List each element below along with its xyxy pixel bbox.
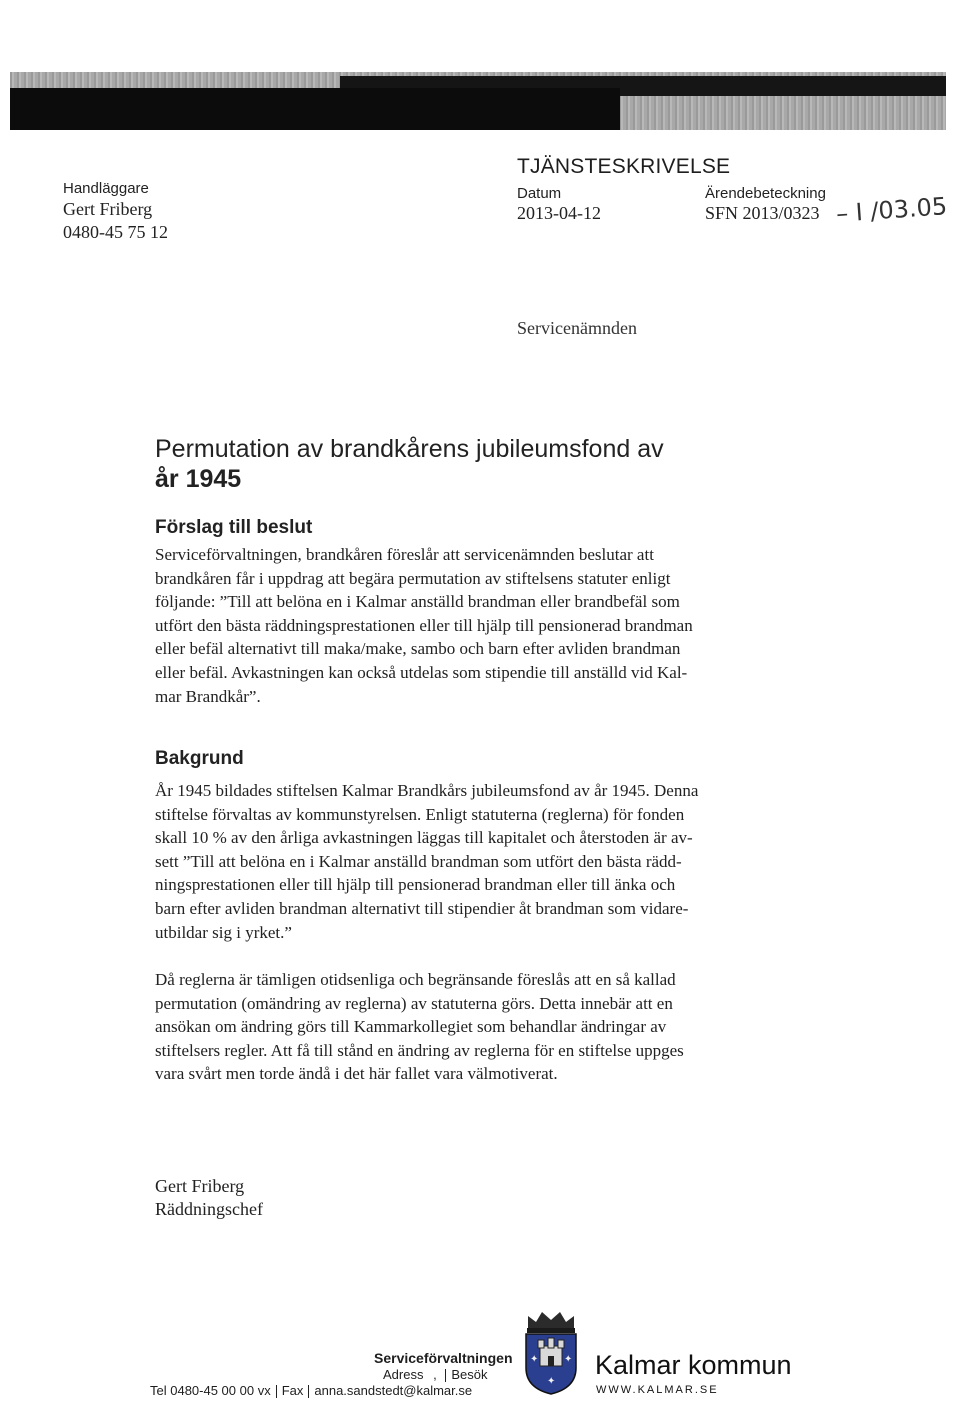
background-line: Då reglerna är tämligen otidsenliga och begränsande föreslås att en så kallad — [155, 970, 676, 989]
footer-contact — [150, 1383, 472, 1398]
background-line: sett ”Till att belöna en i Kalmar anställd brandman som utfört den bästa rädd- — [155, 851, 682, 871]
background-line: stiftelsers regler. Att få till stånd en ändring av reglerna för en stiftelse uppges — [155, 1040, 684, 1060]
footer-org: Serviceförvaltningen — [374, 1350, 513, 1366]
proposal-line: följande: ”Till att belöna en i Kalmar anställd brandman eller brandbefäl som — [155, 592, 680, 612]
signature-role: Räddningschef — [155, 1199, 263, 1219]
handwritten-case-suffix: – I /03.05 — [835, 192, 948, 228]
recipient: Servicenämnden — [517, 318, 637, 338]
footer-separator — [276, 1385, 277, 1398]
kommun-website[interactable]: WWW.KALMAR.SE — [596, 1384, 719, 1396]
kalmar-crest-icon — [520, 1310, 582, 1396]
background-line: ningsprestationen eller till hjälp till pensionerad brandman eller till änka och — [155, 875, 676, 895]
svg-text:✦: ✦ — [547, 1376, 556, 1387]
footer-separator — [445, 1369, 446, 1382]
address-label: Adress — [383, 1367, 424, 1382]
proposal-line: eller befäl alternativt till maka/make, sambo och barn efter avliden brandman — [155, 639, 681, 659]
visit-label: Besök — [451, 1367, 488, 1382]
handler-phone: 0480-45 75 12 — [63, 222, 168, 242]
svg-text:✦: ✦ — [564, 1354, 573, 1365]
proposal-line: mar Brandkår”. — [155, 686, 261, 706]
date-label: Datum — [517, 185, 562, 202]
title-line-2: år 1945 — [155, 465, 242, 493]
page-title — [155, 434, 815, 494]
footer-address — [383, 1367, 487, 1382]
footer-separator — [308, 1385, 309, 1398]
date-value: 2013-04-12 — [517, 203, 601, 223]
handler-label: Handläggare — [63, 180, 149, 197]
footer-email[interactable]: anna.sandstedt@kalmar.se — [314, 1383, 473, 1398]
background-line: permutation (omändring av reglerna) av statuterna görs. Detta innebär att en — [155, 993, 673, 1013]
background-line: År 1945 bildades stiftelsen Kalmar Brandkårs jubileumsfond av år 1945. Denna — [155, 781, 699, 800]
background-paragraph-2 — [155, 968, 805, 1086]
background-line: stiftelse förvaltas av kommunstyrelsen. Enligt statuterna (reglerna) för fonden — [155, 804, 685, 824]
case-label: Ärendebeteckning — [705, 185, 826, 202]
footer-fax: Fax — [281, 1383, 304, 1398]
background-line: skall 10 % av den årliga avkastningen läggas till kapitalet och återstoden är av- — [155, 828, 693, 848]
proposal-line: utfört den bästa räddningsprestationen eller till hjälp till pensionerad brandman — [155, 615, 693, 635]
proposal-line: eller befäl. Avkastningen kan också utdelas som stipendie till anställd vid Kal- — [155, 662, 688, 682]
proposal-text — [155, 543, 805, 708]
proposal-line: brandkåren får i uppdrag att begära permutation av stiftelsens statuter enligt — [155, 568, 671, 588]
background-paragraph-1 — [155, 779, 805, 944]
address-comma: , — [433, 1367, 437, 1382]
background-heading: Bakgrund — [155, 748, 244, 769]
background-line: ansökan om ändring görs till Kammarkollegiet som behandlar ändringar av — [155, 1017, 667, 1037]
svg-text:✦: ✦ — [530, 1354, 539, 1365]
document-type: TJÄNSTESKRIVELSE — [517, 155, 731, 178]
proposal-line: Serviceförvaltningen, brandkåren föreslår att servicenämnden beslutar att — [155, 545, 654, 564]
scan-band-black — [10, 88, 620, 130]
title-line-1: Permutation av brandkårens jubileumsfond av — [155, 435, 664, 463]
background-line: barn efter avliden brandman alternativt till stipendier åt brandman som vidare- — [155, 898, 689, 918]
kommun-name: Kalmar kommun — [595, 1350, 792, 1380]
signature-name: Gert Friberg — [155, 1176, 245, 1196]
handler-name: Gert Friberg — [63, 199, 153, 219]
footer-tel: Tel 0480-45 00 00 vx — [150, 1383, 271, 1398]
proposal-heading: Förslag till beslut — [155, 517, 313, 538]
case-value: SFN 2013/0323 — [705, 203, 820, 223]
background-line: utbildar sig i yrket.” — [155, 922, 292, 942]
background-line: vara svårt men torde ändå i det här fallet vara välmotiverat. — [155, 1064, 558, 1084]
